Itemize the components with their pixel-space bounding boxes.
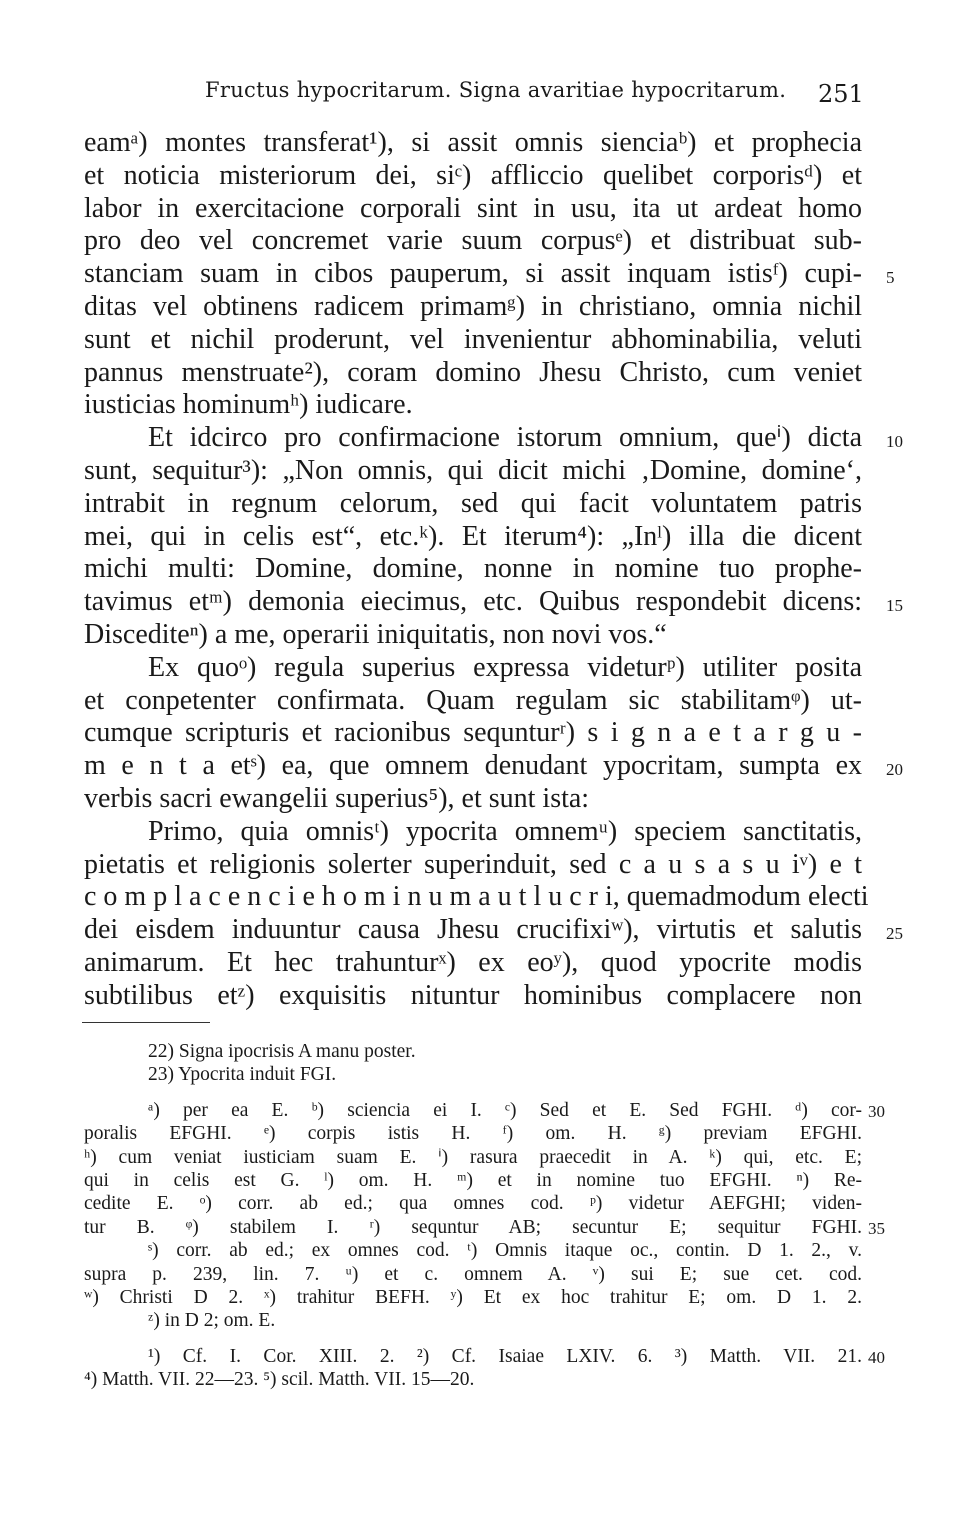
page-header [0, 76, 960, 106]
variant-note-text: ʰ) cum veniat iusticiam suam E. ⁱ) rasura praecedit in A. ᵏ) qui, etc. E; [84, 1146, 862, 1168]
text-line [84, 225, 862, 258]
footnotes [84, 1040, 885, 1391]
text-line-text: ditas vel obtinens radicem primamᵍ) in christiano, omnia nichil [84, 290, 862, 322]
source-note-text: ¹) Cf. I. Cor. XIII. 2. ²) Cf. Isaiae LXIV. 6. ³) Matth. VII. 21. [148, 1345, 862, 1367]
variant-note [84, 1192, 862, 1215]
text-line [84, 160, 862, 193]
text-line [84, 750, 903, 783]
text-line [84, 553, 862, 586]
text-line-text: Primo, quia omnisᵗ) ypocrita omnemᵘ) speciem sanctitatis, [148, 815, 862, 847]
margin-note-text: 23) Ypocrita induit FGI. [148, 1064, 337, 1086]
text-line-text: pietatis et religionis solerter superinduit, sed c a u s a s u iᵛ) e t [84, 848, 862, 880]
text-line [84, 783, 862, 816]
text-line [84, 849, 862, 882]
text-line-text: mei, qui in celis est“, etc.ᵏ). Et iterum⁴): „Inˡ) illa die dicent [84, 520, 862, 552]
text-line [84, 619, 862, 652]
text-line [84, 455, 862, 488]
text-line [84, 127, 862, 160]
main-text [84, 127, 903, 1013]
source-note-text: ⁴) Matth. VII. 22—23. ⁵) scil. Matth. VII. 15—20. [84, 1369, 475, 1391]
text-line [84, 881, 869, 914]
text-line-text: Disceditеⁿ) a me, operarii iniquitatis, non novi vos.“ [84, 618, 667, 650]
line-number: 35 [868, 1218, 885, 1238]
line-number: 15 [886, 596, 903, 616]
variant-note-text: tur B. ᵠ) stabilem I. ʳ) sequntur AB; secuntur E; sequitur FGHI. [84, 1216, 862, 1238]
text-line-text: et noticia misteriorum dei, siᶜ) affliccio quelibet corporisᵈ) et [84, 159, 862, 191]
footnote-rule [82, 1022, 210, 1023]
variant-note-text: ᶻ) in D 2; om. E. [148, 1310, 276, 1332]
line-number: 5 [886, 268, 895, 288]
spacer [84, 1087, 862, 1099]
text-line-text: dei eisdem induuntur causa Jhesu crucifixiʷ), virtutis et salutis [84, 914, 862, 946]
variant-note-text: poralis EFGHI. ᵉ) corpis istis H. ᶠ) om. H. ᵍ) previam EFGHI. [84, 1123, 862, 1145]
variant-note [84, 1169, 862, 1192]
text-line-text: stanciam suam in cibos pauperum, si assit inquam istisᶠ) cupi- [84, 258, 862, 290]
text-line-text: m e n t a etˢ) ea, que omnem denudant ypocritam, sumpta ex [84, 750, 862, 782]
text-line-text: eamᵃ) montes transferat¹), si assit omnis sienciaᵇ) et prophecia [84, 127, 862, 158]
text-line [84, 193, 862, 226]
variant-note-text: ˢ) corr. ab ed.; ex omnes cod. ᵗ) Omnis itaque oc., contin. D 1. 2., v. [148, 1240, 862, 1262]
text-line-text: tavimus etᵐ) demonia eiecimus, etc. Quibus respondebit dicens: [84, 586, 862, 618]
variant-note-text: ᵃ) per ea E. ᵇ) sciencia ei I. ᶜ) Sed et E. Sed FGHI. ᵈ) cor- [148, 1099, 862, 1121]
margin-note [84, 1040, 862, 1063]
variant-note-text: ʷ) Christi D 2. ˣ) trahitur BEFH. ʸ) Et ex hoc trahitur E; om. D 1. 2. [84, 1286, 862, 1308]
text-line [84, 488, 862, 521]
line-number: 20 [886, 760, 903, 780]
variant-note [84, 1216, 885, 1239]
text-line [84, 914, 903, 947]
text-line-text: Et idcirco pro confirmacione istorum omnium, queⁱ) dicta [148, 422, 862, 454]
text-line [84, 357, 862, 390]
source-note [84, 1368, 862, 1391]
text-line-text: animarum. Et hec trahunturˣ) ex eoʸ), quod ypocrite modis [84, 946, 862, 978]
margin-note [84, 1063, 862, 1086]
text-line [84, 324, 862, 357]
source-note [84, 1345, 885, 1368]
text-line-text: pannus menstruate²), coram domino Jhesu Christo, cum veniet [84, 356, 862, 388]
variant-note [84, 1146, 862, 1169]
line-number: 40 [868, 1347, 885, 1367]
text-line-text: labor in exercitacione corporali sint in usu, ita ut ardeat homo [84, 192, 862, 224]
variant-note [84, 1286, 862, 1309]
line-number: 30 [868, 1101, 885, 1121]
text-line-text: verbis sacri ewangelii superius⁵), et sunt ista: [84, 782, 590, 814]
text-line-text: iusticias hominumʰ) iudicare. [84, 389, 413, 421]
text-line [84, 422, 903, 455]
text-line [84, 521, 862, 554]
spacer [84, 1333, 862, 1345]
variant-note [84, 1309, 862, 1332]
variant-note [84, 1263, 862, 1286]
text-line [84, 947, 862, 980]
running-title: Fructus hypocritarum. Signa avaritiae hypocritarum. [205, 78, 787, 102]
text-line-text: sunt et nichil proderunt, vel invenientur abhominabilia, veluti [84, 323, 862, 355]
line-number: 10 [886, 432, 903, 452]
line-number: 25 [886, 924, 903, 944]
variant-note-text: qui in celis est G. ˡ) om. H. ᵐ) et in nomine tuo EFGHI. ⁿ) Re- [84, 1169, 862, 1191]
text-line [84, 980, 862, 1013]
text-line-text: subtilibus etᶻ) exquisitis nituntur hominibus complacere non [84, 979, 862, 1011]
variant-note [84, 1239, 862, 1262]
text-line-text: intrabit in regnum celorum, sed qui facit voluntatem patris [84, 487, 862, 519]
text-line-text: michi multi: Domine, domine, nonne in nomine tuo prophe- [84, 553, 862, 585]
text-line-text: pro deo vel concremet varie suum corpusᵉ) et distribuat sub- [84, 225, 862, 257]
text-line-text: cumque scripturis et racionibus sequnturʳ) s i g n a e t a r g u - [84, 717, 862, 749]
text-line-text: et conpetenter confirmata. Quam regulam sic stabilitamᵠ) ut- [84, 684, 862, 716]
text-line [84, 258, 895, 291]
text-line-text: Ex quoᵒ) regula superius expressa videturᵖ) utiliter posita [148, 651, 862, 683]
text-line [84, 586, 903, 619]
margin-note-text: 22) Signa ipocrisis A manu poster. [148, 1041, 416, 1062]
text-line [84, 717, 862, 750]
variant-note [84, 1099, 885, 1122]
text-line [84, 685, 862, 718]
variant-note-text: supra p. 239, lin. 7. ᵘ) et c. omnem A. ᵛ) sui E; sue cet. cod. [84, 1263, 862, 1285]
text-line-text: c o m p l a c e n c i e h o m i n u m a u t l u c r i, quemadmodum electi [84, 881, 869, 913]
variant-note-text: cedite E. ᵒ) corr. ab ed.; qua omnes cod. ᵖ) videtur AEFGHI; viden- [84, 1193, 862, 1215]
text-line [84, 816, 862, 849]
text-line [84, 291, 862, 324]
variant-note [84, 1122, 862, 1145]
page-number: 251 [818, 80, 864, 108]
text-line [84, 389, 862, 422]
text-line-text: sunt, sequitur³): „Non omnis, qui dicit michi ‚Domine, domine‘, [84, 454, 862, 486]
text-line [84, 652, 862, 685]
